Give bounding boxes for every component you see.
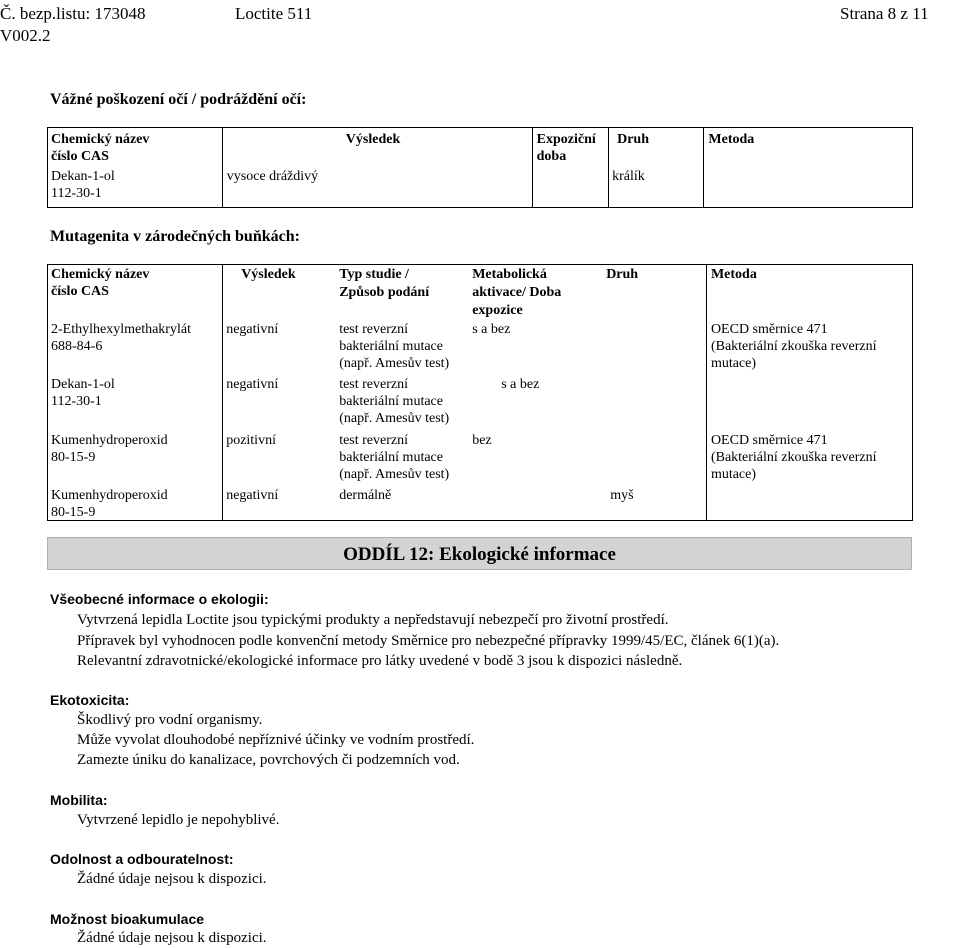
mut-row-name: 2-Ethylhexylmethakrylát	[51, 322, 191, 337]
mut-row-name: Kumenhydroperoxid	[51, 488, 168, 503]
mut-row-cas: 688-84-6	[51, 339, 103, 354]
eye-table	[47, 127, 913, 208]
mut-row-cas: 112-30-1	[51, 394, 102, 409]
ecotox-line: Zamezte úniku do kanalizace, povrchových či podzemních vod.	[77, 752, 460, 768]
mut-row-method: (Bakteriální zkouška reverzní	[710, 450, 877, 465]
doc-version: V002.2	[0, 26, 51, 45]
mut-row-method: OECD směrnice 471	[710, 322, 828, 337]
mut-row-method: mutace)	[710, 356, 757, 371]
mut-row-result: pozitivní	[226, 433, 276, 448]
mut-row-result: negativní	[226, 488, 279, 503]
bioaccumulation-title: Možnost bioakumulace	[50, 911, 205, 927]
mut-header-result: Výsledek	[241, 267, 296, 282]
mut-header-cas: číslo CAS	[51, 284, 109, 299]
doc-number: Č. bezp.listu: 173048	[0, 4, 146, 23]
eye-row-name: Dekan-1-ol	[51, 169, 115, 184]
mobility-text: Vytvrzené lepidlo je nepohyblivé.	[77, 812, 280, 828]
mut-row-method: mutace)	[710, 467, 757, 482]
mut-row-study: dermálně	[339, 488, 392, 503]
page-number: Strana 8 z 11	[840, 4, 929, 23]
bioaccumulation-text: Žádné údaje nejsou k dispozici.	[77, 930, 267, 946]
mut-header-study-2: Způsob podání	[339, 285, 430, 300]
persistence-text: Žádné údaje nejsou k dispozici.	[77, 871, 267, 887]
mut-row-meta: s a bez	[472, 322, 511, 337]
ecotox-line: Škodlivý pro vodní organismy.	[77, 712, 263, 728]
mut-row-name: Dekan-1-ol	[51, 377, 115, 392]
mut-row-study: bakteriální mutace	[339, 450, 443, 465]
section-12-bar	[47, 537, 912, 570]
mut-row-study: bakteriální mutace	[339, 394, 443, 409]
eye-header-exposure-2: doba	[536, 149, 567, 164]
eye-col-exposure	[532, 128, 608, 208]
eye-row-result: vysoce dráždivý	[226, 169, 319, 184]
eye-row-species: králík	[612, 169, 645, 184]
mobility-title: Mobilita:	[50, 792, 108, 808]
mut-row-study: test reverzní	[339, 322, 408, 337]
mut-row-study: bakteriální mutace	[339, 339, 443, 354]
eye-header-result: Výsledek	[345, 132, 401, 147]
mut-header-meta-3: expozice	[472, 303, 523, 318]
mut-row-result: negativní	[226, 322, 279, 337]
mut-row-study: (např. Amesův test)	[339, 411, 450, 426]
mut-row-result: negativní	[226, 377, 279, 392]
general-info-line: Relevantní zdravotnické/ekologické informace pro látky uvedené v bodě 3 jsou k dispozici následně.	[77, 653, 683, 669]
mut-row-study: test reverzní	[339, 433, 408, 448]
product-name: Loctite 511	[235, 4, 313, 23]
eye-header-exposure-1: Expoziční	[536, 132, 596, 147]
mut-row-cas: 80-15-9	[51, 505, 96, 520]
mut-row-study: (např. Amesův test)	[339, 356, 450, 371]
eye-col-chemical	[48, 128, 223, 208]
mutagen-table	[47, 264, 913, 521]
mutagen-col-method	[706, 265, 912, 521]
eye-section-title: Vážné poškození očí / podráždění očí:	[50, 91, 307, 108]
mut-row-method: (Bakteriální zkouška reverzní	[710, 339, 877, 354]
mut-row-study: test reverzní	[339, 377, 408, 392]
mut-header-meta-1: Metabolická	[472, 267, 547, 282]
eye-header-method: Metoda	[708, 132, 755, 147]
mut-row-meta: s a bez	[501, 377, 540, 392]
mut-row-species: myš	[610, 488, 634, 503]
ecotox-line: Může vyvolat dlouhodobé nepříznivé účinky ve vodním prostředí.	[77, 732, 475, 748]
mut-header-meta-2: aktivace/ Doba	[472, 285, 562, 300]
general-info-title: Všeobecné informace o ekologii:	[50, 591, 269, 607]
general-info-line: Přípravek byl vyhodnocen podle konvenční metody Směrnice pro nebezpečné přípravky 1999/45/EC, článek 6(1)(a).	[77, 633, 780, 649]
eye-row-cas: 112-30-1	[51, 186, 102, 201]
eye-col-result	[222, 128, 532, 208]
mut-row-name: Kumenhydroperoxid	[51, 433, 168, 448]
eye-header-cas: číslo CAS	[51, 149, 109, 164]
mut-row-meta: bez	[472, 433, 492, 448]
mutagen-col-middle	[223, 265, 707, 521]
mutagen-col-chemical	[48, 265, 223, 521]
ecotox-title: Ekotoxicita:	[50, 692, 130, 708]
mut-row-cas: 80-15-9	[51, 450, 96, 465]
section-12-title: ODDÍL 12: Ekologické informace	[343, 544, 616, 565]
eye-col-method	[704, 128, 913, 208]
mut-row-method: OECD směrnice 471	[710, 433, 828, 448]
mutagen-section-title: Mutagenita v zárodečných buňkách:	[50, 228, 300, 245]
mut-header-method: Metoda	[710, 267, 757, 282]
eye-col-species	[609, 128, 704, 208]
mut-header-species: Druh	[606, 267, 639, 282]
mut-header-chem-name: Chemický název	[51, 267, 150, 282]
eye-header-chem-name: Chemický název	[51, 132, 150, 147]
general-info-line: Vytvrzená lepidla Loctite jsou typickými produkty a nepředstavují nebezpečí pro životní prostředí.	[77, 612, 669, 628]
mut-header-study-1: Typ studie /	[339, 267, 409, 282]
mut-row-study: (např. Amesův test)	[339, 467, 450, 482]
persistence-title: Odolnost a odbouratelnost:	[50, 851, 234, 867]
eye-header-species: Druh	[617, 132, 649, 147]
